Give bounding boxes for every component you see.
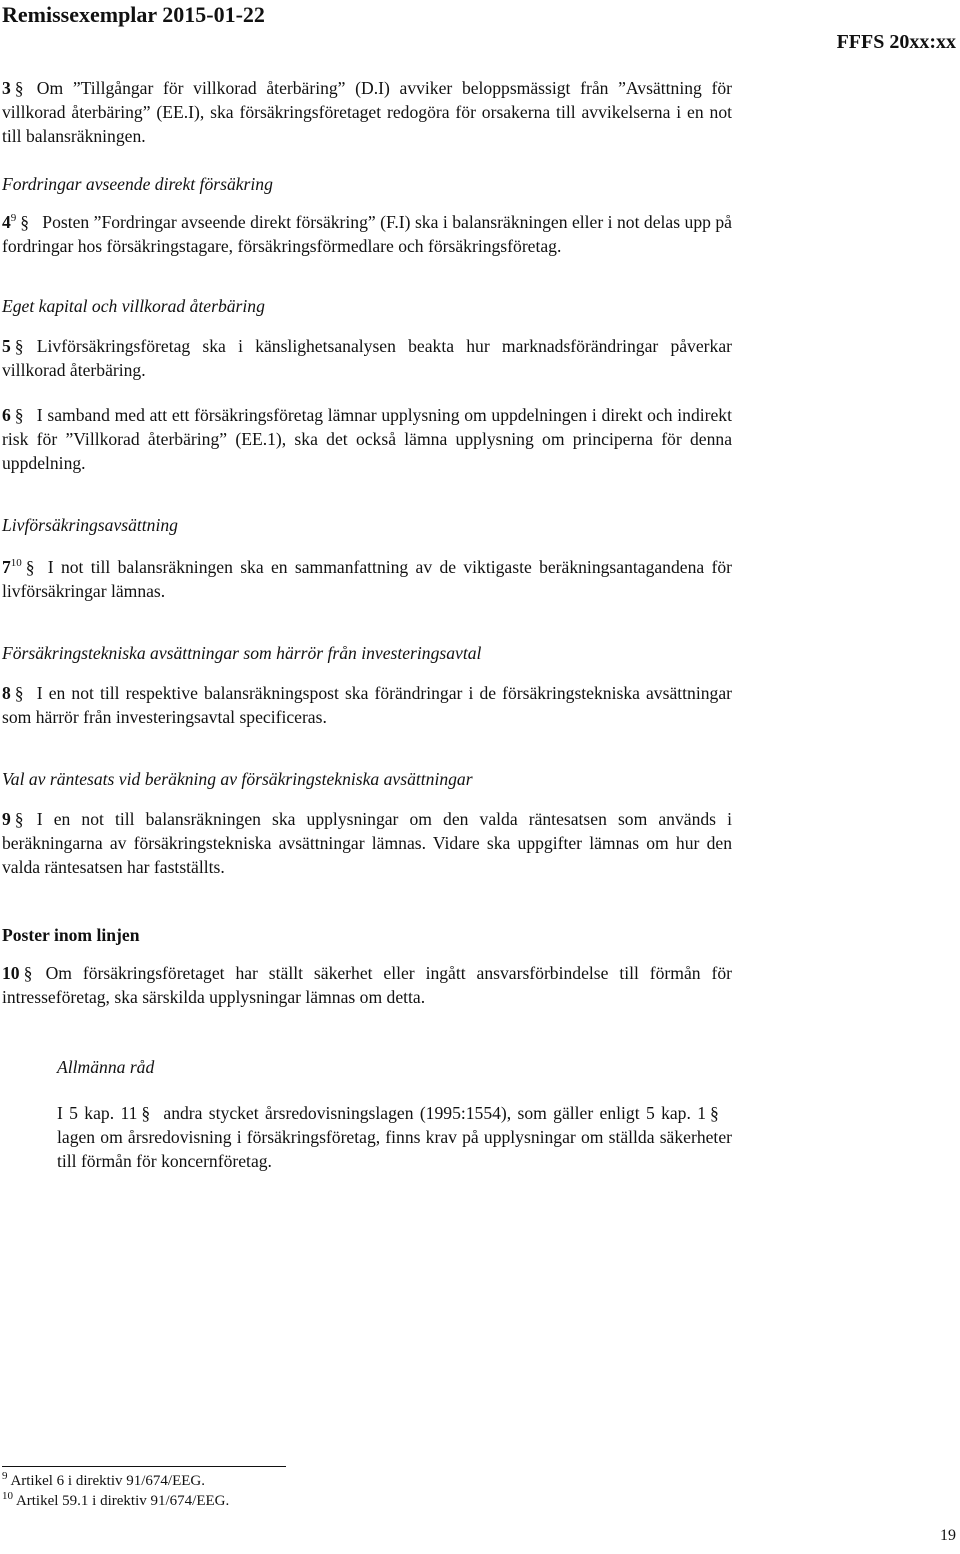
section-mark: § bbox=[14, 336, 24, 356]
document-header-title: Remissexemplar 2015-01-22 bbox=[2, 2, 265, 27]
section-heading: Livförsäkringsavsättning bbox=[2, 515, 178, 535]
paragraph-text: I not till balansräkningen ska en sammanfattning av de viktigaste beräkningsantagandena för livförsäkringar lämnas. bbox=[2, 557, 732, 601]
document-body bbox=[2, 76, 732, 1173]
paragraph-4 bbox=[2, 210, 732, 258]
general-advice-text-part: I 5 kap. 11 bbox=[57, 1103, 138, 1123]
footnote-ref: 10 bbox=[10, 557, 22, 570]
footnote-number: 10 bbox=[2, 1490, 13, 1502]
general-advice-text-part: lagen om årsredovisning i försäkringsföretag, finns krav på upplysningar om ställda säkerheter till förmån för koncernföretag. bbox=[57, 1127, 732, 1171]
section-heading: Val av räntesats vid beräkning av försäkringstekniska avsättningar bbox=[2, 769, 473, 789]
footnote-text: Artikel 6 i direktiv 91/674/EEG. bbox=[10, 1473, 205, 1489]
section-heading-bold: Poster inom linjen bbox=[2, 925, 140, 945]
footnote-ref: 9 bbox=[10, 212, 17, 225]
section-mark: § bbox=[23, 963, 33, 983]
paragraph-9 bbox=[2, 807, 732, 879]
section-mark: § bbox=[710, 1103, 719, 1123]
paragraph-7 bbox=[2, 555, 732, 603]
footnote-divider bbox=[2, 1466, 286, 1467]
section-heading: Eget kapital och villkorad återbäring bbox=[2, 296, 265, 316]
general-advice-text bbox=[57, 1101, 732, 1173]
general-advice-heading: Allmänna råd bbox=[57, 1057, 155, 1077]
section-heading: Fordringar avseende direkt försäkring bbox=[2, 174, 273, 194]
footnote bbox=[2, 1491, 229, 1511]
section-mark: § bbox=[14, 78, 24, 98]
general-advice bbox=[57, 1055, 732, 1173]
footnote-text: Artikel 59.1 i direktiv 91/674/EEG. bbox=[15, 1493, 230, 1509]
section-mark: § bbox=[14, 683, 24, 703]
section-mark: § bbox=[141, 1103, 151, 1123]
paragraph-8 bbox=[2, 681, 732, 729]
paragraph-10 bbox=[2, 961, 732, 1009]
section-mark: § bbox=[20, 212, 30, 232]
paragraph-text: Livförsäkringsföretag ska i känslighetsanalysen beakta hur marknadsförändringar påverkar villkorad återbäring. bbox=[2, 336, 732, 380]
paragraph-number: 3 bbox=[2, 78, 11, 98]
section-heading: Försäkringstekniska avsättningar som härrör från investeringsavtal bbox=[2, 643, 482, 663]
paragraph-number: 9 bbox=[2, 809, 11, 829]
paragraph-number: 10 bbox=[2, 963, 20, 983]
section-mark: § bbox=[14, 809, 24, 829]
section-mark: § bbox=[25, 557, 35, 577]
paragraph-text: Om ”Tillgångar för villkorad återbäring” (D.I) avviker beloppsmässigt från ”Avsättning för villkorad återbäring” (EE.I), ska försäkringsföretaget redogöra för orsakerna till avvikelserna i en not till balansräkningen. bbox=[2, 78, 732, 146]
document-header-code: FFFS 20xx:xx bbox=[836, 31, 956, 53]
footnote-number: 9 bbox=[2, 1470, 8, 1482]
page-number: 19 bbox=[940, 1527, 956, 1544]
paragraph-6 bbox=[2, 403, 732, 475]
paragraph-3 bbox=[2, 76, 732, 148]
paragraph-text: I samband med att ett försäkringsföretag lämnar upplysning om uppdelningen i direkt och indirekt risk för ”Villkorad återbäring” (EE.1), ska det också lämna upplysning om principerna för denna uppdelning. bbox=[2, 405, 732, 473]
paragraph-5 bbox=[2, 334, 732, 382]
paragraph-text: Posten ”Fordringar avseende direkt försäkring” (F.I) ska i balansräkningen eller i not delas upp på fordringar hos försäkringstagare, försäkringsförmedlare och försäkringsföretag. bbox=[2, 212, 732, 256]
paragraph-number: 5 bbox=[2, 336, 11, 356]
footnotes bbox=[2, 1471, 229, 1511]
paragraph-text: I en not till respektive balansräkningspost ska förändringar i de försäkringstekniska avsättningar som härrör från investeringsavtal specificeras. bbox=[2, 683, 732, 727]
paragraph-number: 4 bbox=[2, 212, 11, 232]
paragraph-number: 6 bbox=[2, 405, 11, 425]
paragraph-number: 8 bbox=[2, 683, 11, 703]
paragraph-number: 7 bbox=[2, 557, 11, 577]
paragraph-text: Om försäkringsföretaget har ställt säkerhet eller ingått ansvarsförbindelse till förmån för intresseföretag, ska särskilda upplysningar lämnas om detta. bbox=[2, 963, 732, 1007]
footnote bbox=[2, 1471, 229, 1491]
general-advice-text-part: andra stycket årsredovisningslagen (1995:1554), som gäller enligt 5 kap. 1 bbox=[163, 1103, 707, 1123]
paragraph-text: I en not till balansräkningen ska upplysningar om den valda räntesatsen som används i beräkningarna av försäkringstekniska avsättningar lämnas. Vidare ska uppgifter lämnas om hur den valda räntesatsen har fastställts. bbox=[2, 809, 732, 877]
section-mark: § bbox=[14, 405, 24, 425]
